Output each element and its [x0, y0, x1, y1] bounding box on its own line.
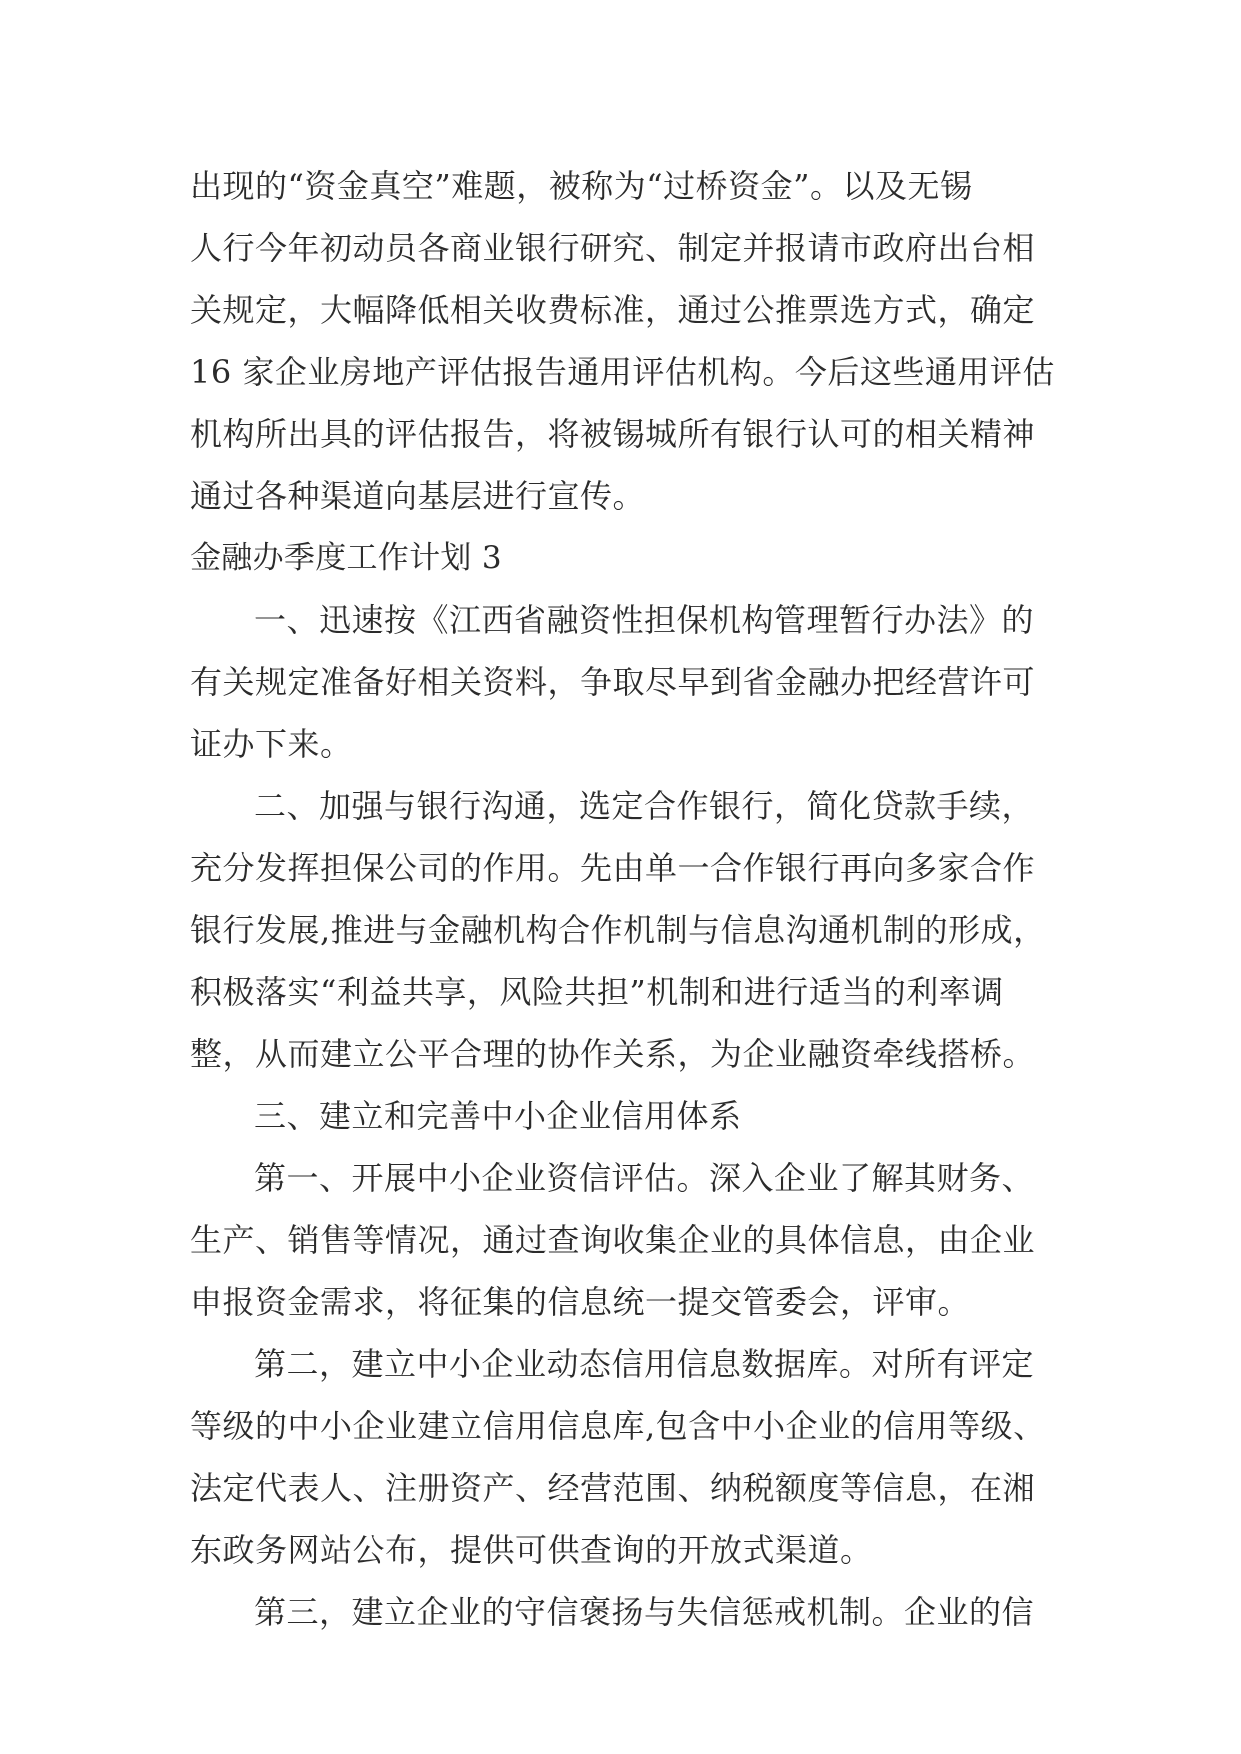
text-line: 通过各种渠道向基层进行宣传。	[190, 477, 646, 515]
text-line: 等级的中小企业建立信用信息库,包含中小企业的信用等级、	[190, 1407, 1046, 1445]
text-line: 申报资金需求，将征集的信息统一提交管委会，评审。	[190, 1283, 971, 1321]
paragraph-first-line: 第一、开展中小企业资信评估。深入企业了解其财务、	[254, 1159, 1035, 1197]
text-line: 人行今年初动员各商业银行研究、制定并报请市政府出台相	[190, 229, 1036, 267]
document-body	[190, 155, 1070, 1643]
text-line: 整，从而建立公平合理的协作关系，为企业融资牵线搭桥。	[190, 1035, 1036, 1073]
paragraph-first-line: 三、建立和完善中小企业信用体系	[254, 1097, 742, 1135]
text-line: 东政务网站公布，提供可供查询的开放式渠道。	[190, 1531, 873, 1569]
text-line: 法定代表人、注册资产、经营范围、纳税额度等信息，在湘	[190, 1469, 1036, 1507]
text-line: 关规定，大幅降低相关收费标准，通过公推票选方式，确定	[190, 291, 1036, 329]
text-line: 机构所出具的评估报告，将被锡城所有银行认可的相关精神	[190, 415, 1036, 453]
paragraph-first-line: 二、加强与银行沟通，选定合作银行，简化贷款手续，	[254, 787, 1035, 825]
text-line: 银行发展,推进与金融机构合作机制与信息沟通机制的形成，	[190, 911, 1046, 949]
paragraph-first-line: 第二，建立中小企业动态信用信息数据库。对所有评定	[254, 1345, 1035, 1383]
text-line: 充分发挥担保公司的作用。先由单一合作银行再向多家合作	[190, 849, 1036, 887]
text-line: 出现的“资金真空”难题，被称为“过桥资金”。以及无锡	[190, 167, 973, 205]
text-line: 有关规定准备好相关资料，争取尽早到省金融办把经营许可	[190, 663, 1036, 701]
text-line: 16 家企业房地产评估报告通用评估机构。今后这些通用评估	[190, 353, 1055, 391]
text-line: 证办下来。	[190, 725, 353, 763]
paragraph-first-line: 第三，建立企业的守信褒扬与失信惩戒机制。企业的信	[254, 1593, 1035, 1631]
paragraph-first-line: 一、迅速按《江西省融资性担保机构管理暂行办法》的	[254, 601, 1035, 639]
section-heading: 金融办季度工作计划 3	[190, 540, 502, 576]
text-line: 积极落实“利益共享，风险共担”机制和进行适当的利率调	[190, 973, 1004, 1011]
text-line: 生产、销售等情况，通过查询收集企业的具体信息，由企业	[190, 1221, 1036, 1259]
